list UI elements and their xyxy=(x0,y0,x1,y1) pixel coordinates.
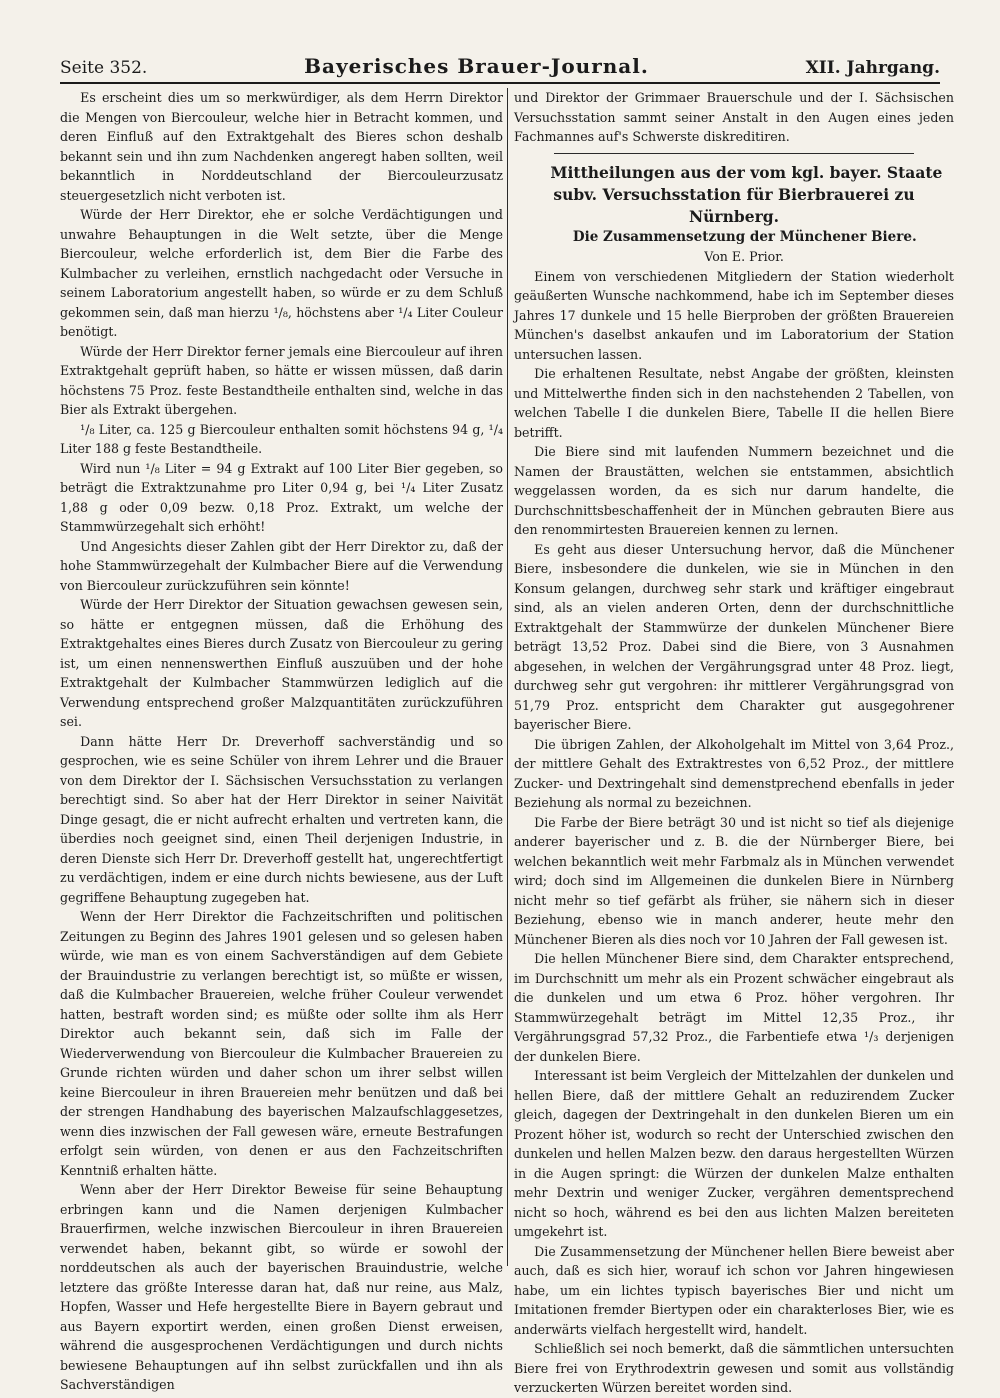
paragraph: ¹/₈ Liter, ca. 125 g Biercouleur enthalten somit höchstens 94 g, ¹/₄ Liter 188 g feste Bestandtheile. xyxy=(60,421,503,456)
paragraph: Die erhaltenen Resultate, nebst Angabe der größten, kleinsten und Mittelwerthe finden sich in den nachstehenden 2 Tabellen, von welchen Tabelle I die dunkelen Biere, Tabelle II die hellen Biere betrifft. xyxy=(514,366,954,440)
continuation-paragraph: und Direktor der Grimmaer Brauerschule und der I. Sächsischen Versuchsstation sammt seiner Anstalt in den Augen eines jeden Fachmannes auf's Schwerste diskreditiren. xyxy=(514,90,954,144)
paragraph: Würde der Herr Direktor ferner jemals eine Biercouleur auf ihren Extraktgehalt geprüft haben, so hätte er wissen müssen, daß darin höchstens 75 Proz. feste Bestandtheile enthalten sind, welche in das Bier als Extrakt übergehen. xyxy=(60,343,503,417)
article-author: Von E. Prior. xyxy=(704,249,784,264)
paragraph: Die übrigen Zahlen, der Alkoholgehalt im Mittel von 3,64 Proz., der mittlere Gehalt des Extraktrestes von 6,52 Proz., der mittlere Zucker- und Dextringehalt sind demenstprechend ebenfalls in jeder Beziehung als normal zu bezeichnen. xyxy=(514,736,954,810)
journal-title: Bayerisches Brauer-Journal. xyxy=(304,54,649,78)
paragraph: Interessant ist beim Vergleich der Mittelzahlen der dunkelen und hellen Biere, daß der mittlere Gehalt an reduzirendem Zucker gleich, dagegen der Dextringehalt in den dunkelen Bieren um ein Prozent höher ist, wodurch so recht der Unterschied zwischen den dunkelen und hellen Malzen bezw. den daraus hergestellten Würzen in die Augen springt: die Würzen der dunkelen Malze enthalten mehr Dextrin und weniger Zucker, vergähren dementsprechend nicht so hoch, während es bei den aus lichten Malzen bereiteten umgekehrt ist. xyxy=(514,1068,954,1239)
column-divider xyxy=(507,88,508,1266)
article-title: Die Zusammensetzung der Münchener Biere. xyxy=(572,228,917,245)
right-column xyxy=(514,88,954,1398)
paragraph: Einem von verschiedenen Mitgliedern der Station wiederholt geäußerten Wunsche nachkommend, habe ich im September dieses Jahres 17 dunkele und 15 helle Bierproben der größten Brauereien München's daselbst ankaufen und im Laboratorium der Station untersuchen lassen. xyxy=(514,268,954,362)
paragraph: Es erscheint dies um so merkwürdiger, als dem Herrn Direktor die Mengen von Biercouleur, welche hier in Betracht kommen, und deren Einfluß auf den Extraktgehalt des Bieres schon deshalb bekannt sein und ihn zum Nachdenken angeregt haben sollten, weil bekanntlich in Norddeutschland der Biercouleurzusatz steuergesetzlich nicht verboten ist. xyxy=(60,90,503,203)
paragraph: Die Farbe der Biere beträgt 30 und ist nicht so tief als diejenige anderer bayerischer und z. B. die der Nürnberger Biere, bei welchen bekanntlich weit mehr Farbmalz als in München verwendet wird; doch sind im Allgemeinen die dunkelen Biere in Nürnberg nicht mehr so tief gefärbt als früher, sie nähern sich in dieser Beziehung, ebenso wie in manch anderer, heute mehr den Münchener Bieren als dies noch vor 10 Jahren der Fall gewesen ist. xyxy=(514,814,954,947)
left-column xyxy=(60,88,503,1395)
section-title: Mittheilungen aus der vom kgl. bayer. Staate subv. Versuchsstation für Bierbrauerei zu Nürnberg. xyxy=(550,162,943,226)
paragraph: Würde der Herr Direktor, ehe er solche Verdächtigungen und unwahre Behauptungen in die Welt setzte, über die Menge Biercouleur, welche erforderlich ist, dem Bier die Farbe des Kulmbacher zu verleihen, ernstlich nachgedacht oder Versuche in seinem Laboratorium angestellt haben, so würde er zu dem Schluß gekommen sein, daß man hierzu ¹/₈, höchstens aber ¹/₄ Liter Couleur benötigt. xyxy=(60,207,503,339)
paragraph: Es geht aus dieser Untersuchung hervor, daß die Münchener Biere, insbesondere die dunkelen, wie sie in München in den Konsum gelangen, durchweg sehr stark und kräftiger eingebraut sind, als an vielen anderen Orten, denn der durchschnittliche Extraktgehalt der Stammwürze der dunkelen Münchener Biere beträgt 13,52 Proz. Dabei sind die Biere, von 3 Ausnahmen abgesehen, in welchen der Vergährungsgrad unter 48 Proz. liegt, durchweg sehr gut vergohren: ihr mittlerer Vergährungsgrad von 51,79 Proz. entspricht dem Charakter gut ausgegohrener bayerischer Biere. xyxy=(514,541,954,732)
volume-label: XII. Jahrgang. xyxy=(805,58,940,78)
paragraph: Schließlich sei noch bemerkt, daß die sämmtlichen untersuchten Biere frei von Erythrodextrin gewesen und somit aus vollständig verzuckerten Würzen bereitet worden sind. xyxy=(514,1341,954,1395)
paragraph: Und Angesichts dieser Zahlen gibt der Herr Direktor zu, daß der hohe Stammwürzegehalt der Kulmbacher Biere auf die Verwendung von Biercouleur zurückzuführen sein könnte! xyxy=(60,538,503,593)
paragraph: Wenn der Herr Direktor die Fachzeitschriften und politischen Zeitungen zu Beginn des Jahres 1901 gelesen und so gelesen haben würde, wie man es von einem Sachverständigen auf dem Gebiete der Brauindustrie zu verlangen berechtigt ist, so müßte er wissen, daß die Kulmbacher Brauereien, welche früher Couleur verwendet hatten, bestraft worden sind; es müßte oder sollte ihm als Herr Direktor auch bekannt sein, daß sich im Falle der Wiederverwendung von Biercouleur die Kulmbacher Brauereien zu Grunde richten würden und daher schon um ihrer selbst willen keine Biercouleur in ihren Brauereien mehr benützen und daß bei der strengen Handhabung des bayerischen Malzaufschlaggesetzes, wenn dies inzwischen der Fall gewesen wäre, erneute Bestrafungen erfolgt sein würden, von denen er aus den Fachzeitschriften Kenntniß erhalten hätte. xyxy=(60,909,503,1178)
section-separator xyxy=(554,153,914,154)
paragraph: Die hellen Münchener Biere sind, dem Charakter entsprechend, im Durchschnitt um mehr als ein Prozent schwächer eingebraut als die dunkelen und um etwa 6 Proz. höher vergohren. Ihr Stammwürzegehalt beträgt im Mittel 12,35 Proz., ihr Vergährungsgrad 57,32 Proz., die Farbentiefe etwa ¹/₃ derjenigen der dunkelen Biere. xyxy=(514,951,954,1064)
paragraph: Die Zusammensetzung der Münchener hellen Biere beweist aber auch, daß es sich hier, worauf ich schon vor Jahren hingewiesen habe, um ein lichtes typisch bayerisches Bier und nicht um Imitationen fremder Biertypen oder ein charakterloses Bier, wie es anderwärts vielfach hergestellt wird, handelt. xyxy=(514,1243,954,1337)
paragraph: Wird nun ¹/₈ Liter = 94 g Extrakt auf 100 Liter Bier gegeben, so beträgt die Extraktzunahme pro Liter 0,94 g, bei ¹/₄ Liter Zusatz 1,88 g oder 0,09 bezw. 0,18 Proz. Extrakt, um welche der Stammwürzegehalt sich erhöht! xyxy=(60,460,503,534)
paragraph: Würde der Herr Direktor der Situation gewachsen gewesen sein, so hätte er entgegnen müssen, daß die Erhöhung des Extraktgehaltes eines Bieres durch Zusatz von Biercouleur zu gering ist, um einen nennenswerthen Einfluß auszuüben und der hohe Extraktgehalt der Kulmbacher Stammwürzen lediglich auf die Verwendung entsprechend großer Malzquantitäten zurückzuführen sei. xyxy=(60,597,503,729)
page-header xyxy=(60,42,940,84)
paragraph: Dann hätte Herr Dr. Dreverhoff sachverständig und so gesprochen, wie es seine Schüler von ihrem Lehrer und die Brauer von dem Direktor der I. Sächsischen Versuchsstation zu verlangen berechtigt sind. So aber hat der Herr Direktor in seiner Naivität Dinge gesagt, die er nicht aufrecht erhalten und vertreten kann, die überdies noch geeignet sind, einen Theil derjenigen Industrie, in deren Dienste sich Herr Dr. Dreverhoff gestellt hat, ungerechtfertigt zu verdächtigen, indem er eine durch nichts bewiesene, aus der Luft gegriffene Behauptung zugegeben hat. xyxy=(60,733,503,905)
paragraph: Die Biere sind mit laufenden Nummern bezeichnet und die Namen der Braustätten, welchen sie entstammen, absichtlich weggelassen worden, da es sich nur darum handelte, die Durchschnittsbeschaffenheit der in München gebrauten Biere aus den renommirtesten Brauereien kennen zu lernen. xyxy=(514,444,954,537)
paragraph: Wenn aber der Herr Direktor Beweise für seine Behauptung erbringen kann und die Namen derjenigen Kulmbacher Brauerfirmen, welche inzwischen Biercouleur in ihren Brauereien verwendet haben, bekannt gibt, so würde er sowohl der norddeutschen als auch der bayerischen Brauindustrie, welche letztere das größte Interesse daran hat, daß nur reine, aus Malz, Hopfen, Wasser und Hefe hergestellte Biere in Bayern gebraut und aus Bayern exportirt werden, einen großen Dienst erweisen, während die ausgesprochenen Verdächtigungen und durch nichts bewiesene Behauptungen auf ihn selbst zurückfallen und ihn als Sachverständigen xyxy=(60,1182,503,1392)
page-number: Seite 352. xyxy=(60,58,148,78)
